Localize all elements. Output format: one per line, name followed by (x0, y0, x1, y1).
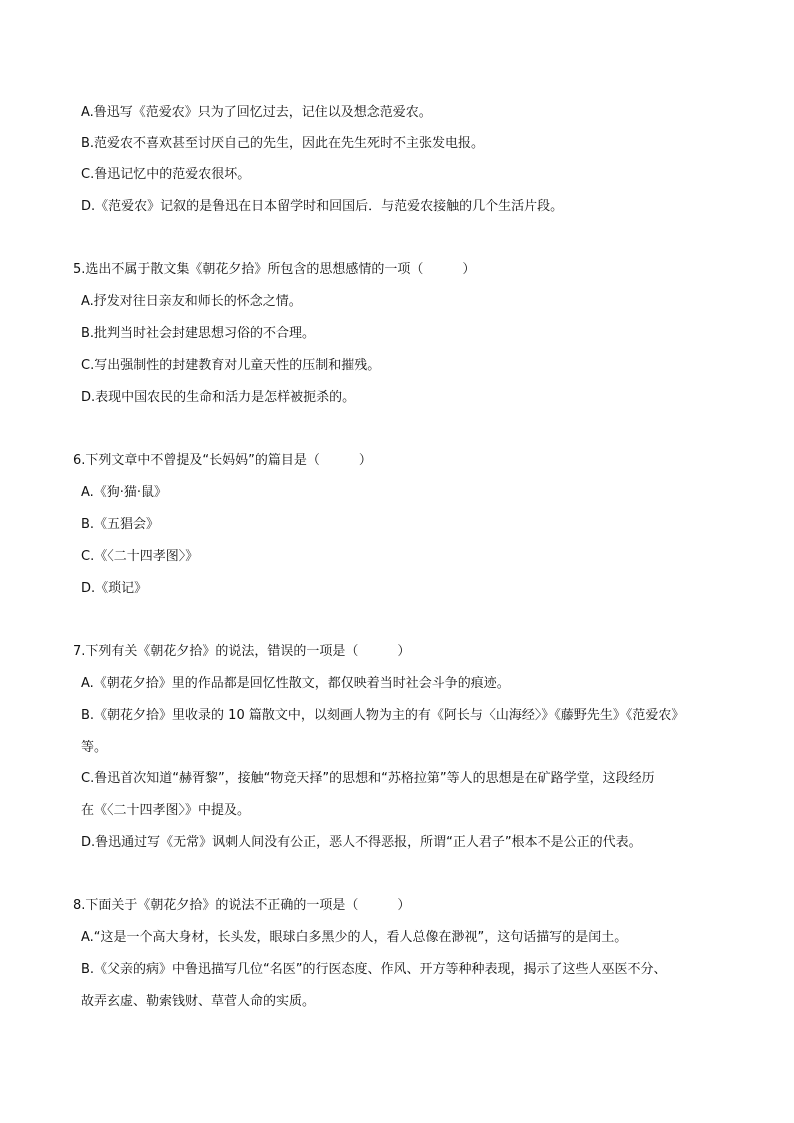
question-8-option-b-cont: 故弄玄虚、勒索钱财、草菅人命的实质。 (81, 994, 316, 1009)
question-7-stem: 7.下列有关《朝花夕拾》的说法，错误的一项是（ ） (73, 644, 411, 659)
question-7-option-a: A.《朝花夕拾》里的作品都是回忆性散文，都仅映着当时社会斗争的痕迹。 (81, 676, 510, 691)
option-prev-b: B.范爱农不喜欢甚至讨厌自己的先生，因此在先生死时不主张发电报。 (81, 136, 485, 151)
question-5-option-a: A.抒发对往日亲友和师长的怀念之情。 (81, 294, 302, 309)
option-prev-d: D.《范爱农》记叙的是鲁迅在日本留学时和回国后．与范爱农接触的几个生活片段。 (81, 199, 564, 214)
question-5-option-c: C.写出强制性的封建教育对儿童天性的压制和摧残。 (81, 358, 381, 373)
question-7-option-b: B.《朝花夕拾》里收录的 10 篇散文中，以刻画人物为主的有《阿长与〈山海经〉》《藤野先生》《范爱农》 (81, 708, 685, 723)
question-8-option-a: A.“这是一个高大身材，长头发，眼球白多黑少的人，看人总像在渺视”，这句话描写的是闰土。 (81, 930, 628, 945)
question-6-option-d: D.《琐记》 (81, 581, 148, 596)
option-prev-c: C.鲁迅记忆中的范爱农很坏。 (81, 167, 251, 182)
question-7-option-c-cont: 在《〈二十四孝图〉》中提及。 (81, 803, 251, 818)
question-5-stem: 5.选出不属于散文集《朝花夕拾》所包含的思想感情的一项（ ） (73, 262, 476, 277)
question-7-option-d: D.鲁迅通过写《无常》讽刺人间没有公正，恶人不得恶报，所谓“正人君子”根本不是公正的代表。 (81, 835, 642, 850)
question-8-option-b: B.《父亲的病》中鲁迅描写几位“名医”的行医态度、作风、开方等种种表现，揭示了这些人巫医不分、 (81, 962, 667, 977)
question-6-option-c: C.《〈二十四孝图〉》 (81, 549, 199, 564)
question-5-option-d: D.表现中国农民的生命和活力是怎样被扼杀的。 (81, 390, 356, 405)
question-7-option-b-cont: 等。 (81, 740, 108, 755)
question-7-option-c: C.鲁迅首次知道“赫胥黎”，接触“物竞天择”的思想和“苏格拉第”等人的思想是在矿路学堂，这段经历 (81, 771, 655, 786)
question-6-stem: 6.下列文章中不曾提及“长妈妈”的篇目是（ ） (73, 453, 372, 468)
option-prev-a: A.鲁迅写《范爱农》只为了回忆过去，记住以及想念范爱农。 (81, 105, 432, 120)
question-8-stem: 8.下面关于《朝花夕拾》的说法不正确的一项是（ ） (73, 898, 411, 913)
question-6-option-b: B.《五猖会》 (81, 517, 160, 532)
question-5-option-b: B.批判当时社会封建思想习俗的不合理。 (81, 326, 316, 341)
question-6-option-a: A.《狗·猫·鼠》 (81, 485, 168, 500)
